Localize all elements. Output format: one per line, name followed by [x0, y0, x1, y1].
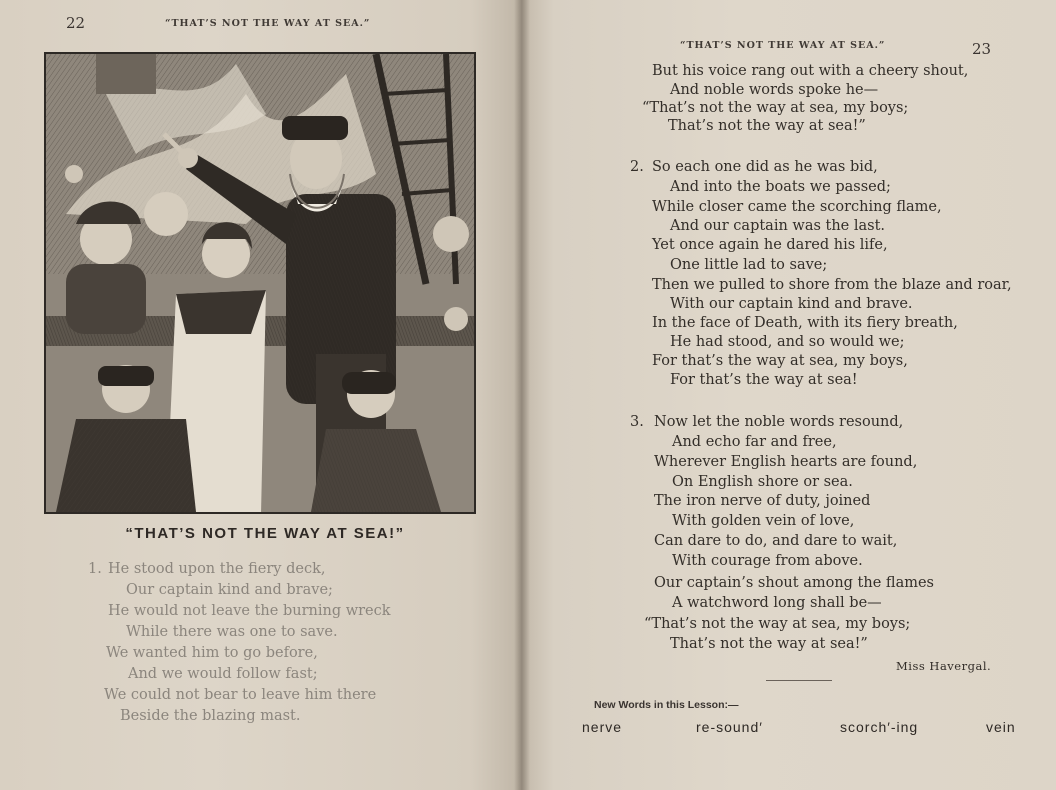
new-words-label: New Words in this Lesson:—: [594, 699, 739, 711]
running-head-left: “THAT’S NOT THE WAY AT SEA.”: [165, 18, 371, 29]
verse-line: Wherever English hearts are found,: [654, 454, 918, 470]
verse-line: We could not bear to leave him there: [104, 687, 377, 703]
verse-line: That’s not the way at sea!”: [668, 118, 866, 134]
verse-line: Then we pulled to shore from the blaze and roar,: [652, 277, 1012, 293]
new-word: scorch′-ing: [840, 719, 919, 735]
verse-line: And our captain was the last.: [670, 218, 886, 234]
new-word: nerve: [582, 719, 623, 735]
verse-line: Our captain kind and brave;: [126, 582, 333, 598]
verse-line: And noble words spoke he—: [670, 82, 879, 98]
verse-line: A watchword long shall be—: [672, 595, 882, 611]
illustration: [44, 52, 476, 514]
verse-line: And into the boats we passed;: [670, 179, 891, 195]
illustration-engraving-icon: [46, 54, 474, 512]
page-number-right: 23: [972, 40, 992, 58]
stanza-number: 3.: [630, 414, 644, 430]
verse-line: With golden vein of love,: [672, 513, 855, 529]
verse-line: Yet once again he dared his life,: [652, 237, 888, 253]
right-page: [522, 0, 1056, 790]
verse-line: While closer came the scorching flame,: [652, 199, 942, 215]
stanza-number: 1.: [88, 561, 102, 577]
verse-line: For that’s the way at sea, my boys,: [652, 353, 908, 369]
verse-line: One little lad to save;: [670, 257, 828, 273]
verse-line: With our captain kind and brave.: [670, 296, 913, 312]
verse-line: He had stood, and so would we;: [670, 334, 905, 350]
verse-line: “That’s not the way at sea, my boys;: [642, 100, 909, 116]
verse-line: While there was one to save.: [126, 624, 338, 640]
running-head-right: “THAT’S NOT THE WAY AT SEA.”: [680, 40, 886, 51]
verse-line: That’s not the way at sea!”: [670, 636, 868, 652]
verse-line: And we would follow fast;: [128, 666, 318, 682]
verse-line: For that’s the way at sea!: [670, 372, 858, 388]
verse-line: With courage from above.: [672, 553, 863, 569]
verse-line: In the face of Death, with its fiery breath,: [652, 315, 958, 331]
book-gutter: [514, 0, 530, 790]
new-word: re-sound′: [696, 719, 763, 735]
author-attribution: Miss Havergal.: [896, 659, 992, 673]
verse-line: The iron nerve of duty, joined: [654, 493, 871, 509]
verse-line: So each one did as he was bid,: [652, 159, 878, 175]
verse-line: He stood upon the fiery deck,: [108, 561, 326, 577]
verse-line: And echo far and free,: [672, 434, 837, 450]
page-number-left: 22: [66, 14, 86, 32]
verse-line: Beside the blazing mast.: [120, 708, 301, 724]
verse-line: “That’s not the way at sea, my boys;: [644, 616, 911, 632]
verse-line: We wanted him to go before,: [106, 645, 318, 661]
divider: [766, 680, 832, 681]
verse-line: Our captain’s shout among the flames: [654, 575, 935, 591]
verse-line: But his voice rang out with a cheery shout,: [652, 63, 969, 79]
new-word: vein: [986, 719, 1016, 735]
poem-title: “THAT’S NOT THE WAY AT SEA!”: [125, 525, 405, 542]
verse-line: Now let the noble words resound,: [654, 414, 904, 430]
verse-line: On English shore or sea.: [672, 474, 853, 490]
verse-line: Can dare to do, and dare to wait,: [654, 533, 898, 549]
verse-line: He would not leave the burning wreck: [108, 603, 391, 619]
left-page: [0, 0, 522, 790]
stanza-number: 2.: [630, 159, 644, 175]
